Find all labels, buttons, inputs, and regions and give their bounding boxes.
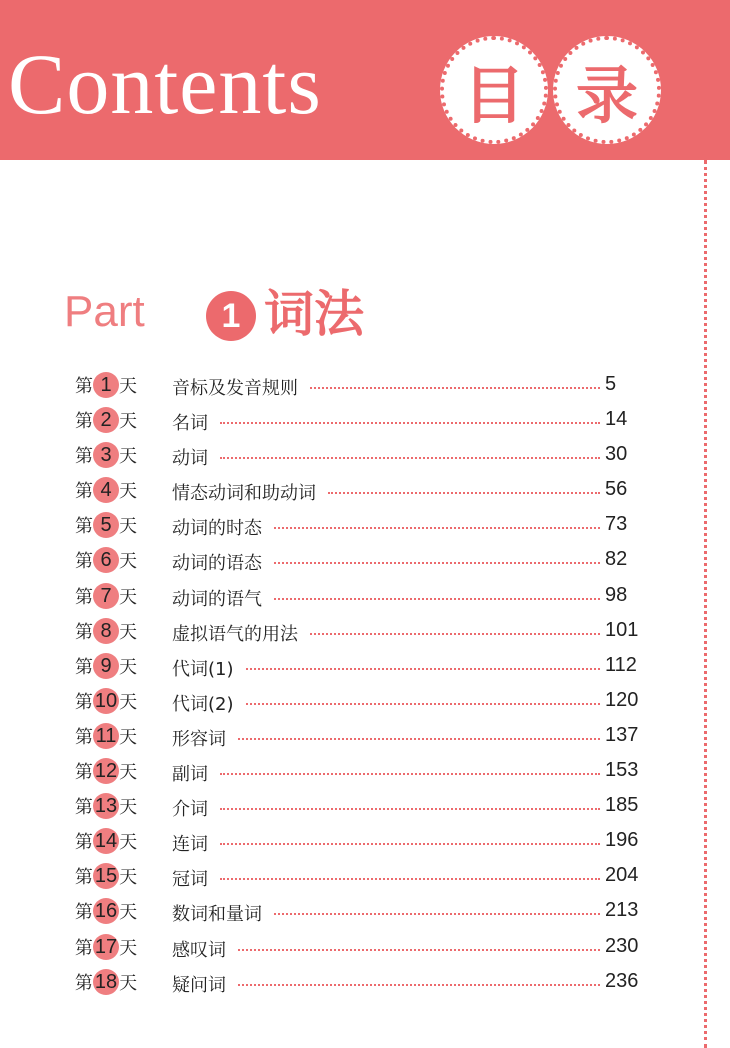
day-number-badge: 4 <box>93 477 119 503</box>
contents-title: Contents <box>8 36 322 132</box>
day-number-badge: 17 <box>94 935 118 958</box>
day-number-badge: 12 <box>94 760 118 783</box>
entry-title: 代词(2) <box>172 693 234 715</box>
day-number-badge: 15 <box>94 865 118 888</box>
entry-title: 疑问词 <box>172 974 226 996</box>
day-label <box>56 758 156 784</box>
day-suffix: 天 <box>119 411 137 433</box>
day-number-badge: 9 <box>93 653 119 679</box>
day-label <box>56 653 156 679</box>
day-suffix: 天 <box>119 972 138 994</box>
dot-leader <box>274 527 600 529</box>
day-number-badge: 10 <box>94 689 118 712</box>
toc-entry[interactable] <box>0 965 730 1000</box>
day-suffix: 天 <box>119 762 138 784</box>
toc-entry[interactable] <box>0 930 730 965</box>
dot-leader <box>246 668 600 670</box>
page-number: 185 <box>605 794 639 817</box>
entry-title: 介词 <box>172 799 208 821</box>
day-suffix: 天 <box>119 621 137 643</box>
entry-title: 情态动词和助动词 <box>172 483 316 505</box>
day-prefix: 第 <box>75 411 93 433</box>
entry-title: 虚拟语气的用法 <box>172 623 298 645</box>
day-prefix: 第 <box>75 446 93 468</box>
page-number: 101 <box>605 618 639 641</box>
page-number: 236 <box>605 969 639 992</box>
page-number: 82 <box>605 548 628 571</box>
page-number: 230 <box>605 934 639 957</box>
day-prefix: 第 <box>74 902 93 924</box>
day-prefix: 第 <box>74 797 93 819</box>
day-prefix: 第 <box>74 691 93 713</box>
toc-entry[interactable] <box>0 789 730 824</box>
toc-entry[interactable] <box>0 614 730 649</box>
dot-leader <box>310 387 600 389</box>
day-label <box>56 969 156 995</box>
dot-leader <box>220 843 600 845</box>
toc-entry[interactable] <box>0 438 730 473</box>
page-number: 153 <box>605 759 639 782</box>
day-prefix: 第 <box>74 937 93 959</box>
day-suffix: 天 <box>119 902 138 924</box>
day-prefix: 第 <box>75 376 93 397</box>
toc-entry[interactable] <box>0 473 730 508</box>
day-label <box>56 407 156 433</box>
day-label <box>56 512 156 538</box>
entry-title: 代词(1) <box>172 658 234 680</box>
day-suffix: 天 <box>119 446 137 468</box>
day-label <box>56 372 156 398</box>
day-label <box>56 547 156 573</box>
day-suffix: 天 <box>119 656 137 678</box>
day-prefix: 第 <box>74 762 93 784</box>
day-number-badge: 18 <box>94 970 118 993</box>
toc-entry[interactable] <box>0 543 730 578</box>
entry-title: 动词的时态 <box>172 518 262 540</box>
day-prefix: 第 <box>74 867 93 889</box>
day-number-badge: 11 <box>93 723 119 749</box>
day-label <box>56 477 156 503</box>
page-number: 204 <box>605 864 639 887</box>
dot-leader <box>310 633 600 635</box>
toc-entry[interactable] <box>0 368 730 403</box>
page-number: 196 <box>605 829 639 852</box>
entry-title: 名词 <box>172 413 208 435</box>
day-suffix: 天 <box>119 937 138 959</box>
day-suffix: 天 <box>119 867 138 889</box>
day-number-badge: 3 <box>93 442 119 468</box>
dot-leader <box>220 878 600 880</box>
title-badge-lu: 录 <box>553 36 661 144</box>
dot-leader <box>220 773 600 775</box>
page-number: 14 <box>605 408 628 431</box>
day-prefix: 第 <box>75 726 93 748</box>
day-label <box>56 863 156 889</box>
toc-entry[interactable] <box>0 719 730 754</box>
page-number: 120 <box>605 688 639 711</box>
day-label <box>56 828 156 854</box>
day-number-badge: 8 <box>93 618 119 644</box>
toc-entry[interactable] <box>0 649 730 684</box>
entry-title: 动词 <box>172 448 208 470</box>
day-prefix: 第 <box>75 516 93 538</box>
toc-entry[interactable] <box>0 508 730 543</box>
toc-entry[interactable] <box>0 824 730 859</box>
day-label <box>56 793 156 819</box>
entry-title: 连词 <box>172 834 208 856</box>
day-label <box>56 934 156 960</box>
dot-leader <box>328 492 600 494</box>
day-label <box>56 898 156 924</box>
day-suffix: 天 <box>119 481 137 503</box>
day-label <box>56 442 156 468</box>
toc-entry[interactable] <box>0 684 730 719</box>
day-prefix: 第 <box>75 551 93 573</box>
dot-leader <box>274 598 600 600</box>
table-of-contents <box>0 368 730 1000</box>
day-number-badge: 2 <box>93 407 119 433</box>
title-badge-mu: 目 <box>440 36 548 144</box>
header-banner <box>0 0 730 160</box>
day-number-badge: 6 <box>93 547 119 573</box>
day-suffix: 天 <box>119 586 137 608</box>
entry-title: 形容词 <box>172 728 226 750</box>
day-prefix: 第 <box>75 621 93 643</box>
day-suffix: 天 <box>119 551 137 573</box>
page-number: 213 <box>605 899 639 922</box>
page-number: 56 <box>605 478 628 501</box>
day-label <box>56 583 156 609</box>
day-suffix: 天 <box>119 516 137 538</box>
dot-leader <box>238 984 600 986</box>
day-number-badge: 13 <box>94 795 118 818</box>
page-number: 112 <box>605 653 637 676</box>
entry-title: 音标及发音规则 <box>172 378 298 399</box>
toc-entry[interactable] <box>0 403 730 438</box>
part-label: Part <box>64 287 145 336</box>
day-number-badge: 5 <box>93 512 119 538</box>
entry-title: 动词的语态 <box>172 553 262 575</box>
dot-leader <box>246 703 600 705</box>
dot-leader <box>238 738 600 740</box>
day-number-badge: 16 <box>94 900 118 923</box>
part-title: 词法 <box>264 285 364 343</box>
day-prefix: 第 <box>74 972 93 994</box>
day-prefix: 第 <box>75 481 93 503</box>
day-suffix: 天 <box>119 832 138 854</box>
page-number: 30 <box>605 443 628 466</box>
day-prefix: 第 <box>75 586 93 608</box>
page-number: 98 <box>605 583 628 606</box>
dot-leader <box>220 422 600 424</box>
day-suffix: 天 <box>119 797 138 819</box>
entry-title: 数词和量词 <box>172 904 262 926</box>
day-suffix: 天 <box>119 691 138 713</box>
day-number-badge: 7 <box>93 583 119 609</box>
dot-leader <box>220 457 600 459</box>
entry-title: 动词的语气 <box>172 588 262 610</box>
toc-entry[interactable] <box>0 754 730 789</box>
day-prefix: 第 <box>74 832 93 854</box>
toc-entry[interactable] <box>0 579 730 614</box>
day-suffix: 天 <box>119 376 137 397</box>
day-number-badge: 1 <box>93 372 119 398</box>
day-suffix: 天 <box>119 726 137 748</box>
dot-leader <box>238 949 600 951</box>
day-label <box>56 723 156 749</box>
day-prefix: 第 <box>75 656 93 678</box>
toc-entry[interactable] <box>0 894 730 929</box>
dot-leader <box>274 562 600 564</box>
entry-title: 冠词 <box>172 869 208 891</box>
toc-entry[interactable] <box>0 859 730 894</box>
dot-leader <box>274 913 600 915</box>
dot-leader <box>220 808 600 810</box>
entry-title: 副词 <box>172 764 208 786</box>
entry-title: 感叹词 <box>172 939 226 961</box>
day-label <box>56 688 156 714</box>
page-number: 5 <box>605 373 617 395</box>
day-number-badge: 14 <box>94 830 118 853</box>
day-label <box>56 618 156 644</box>
part-number-badge: 1 <box>206 291 256 341</box>
page-number: 137 <box>605 723 639 746</box>
page-number: 73 <box>605 513 628 536</box>
